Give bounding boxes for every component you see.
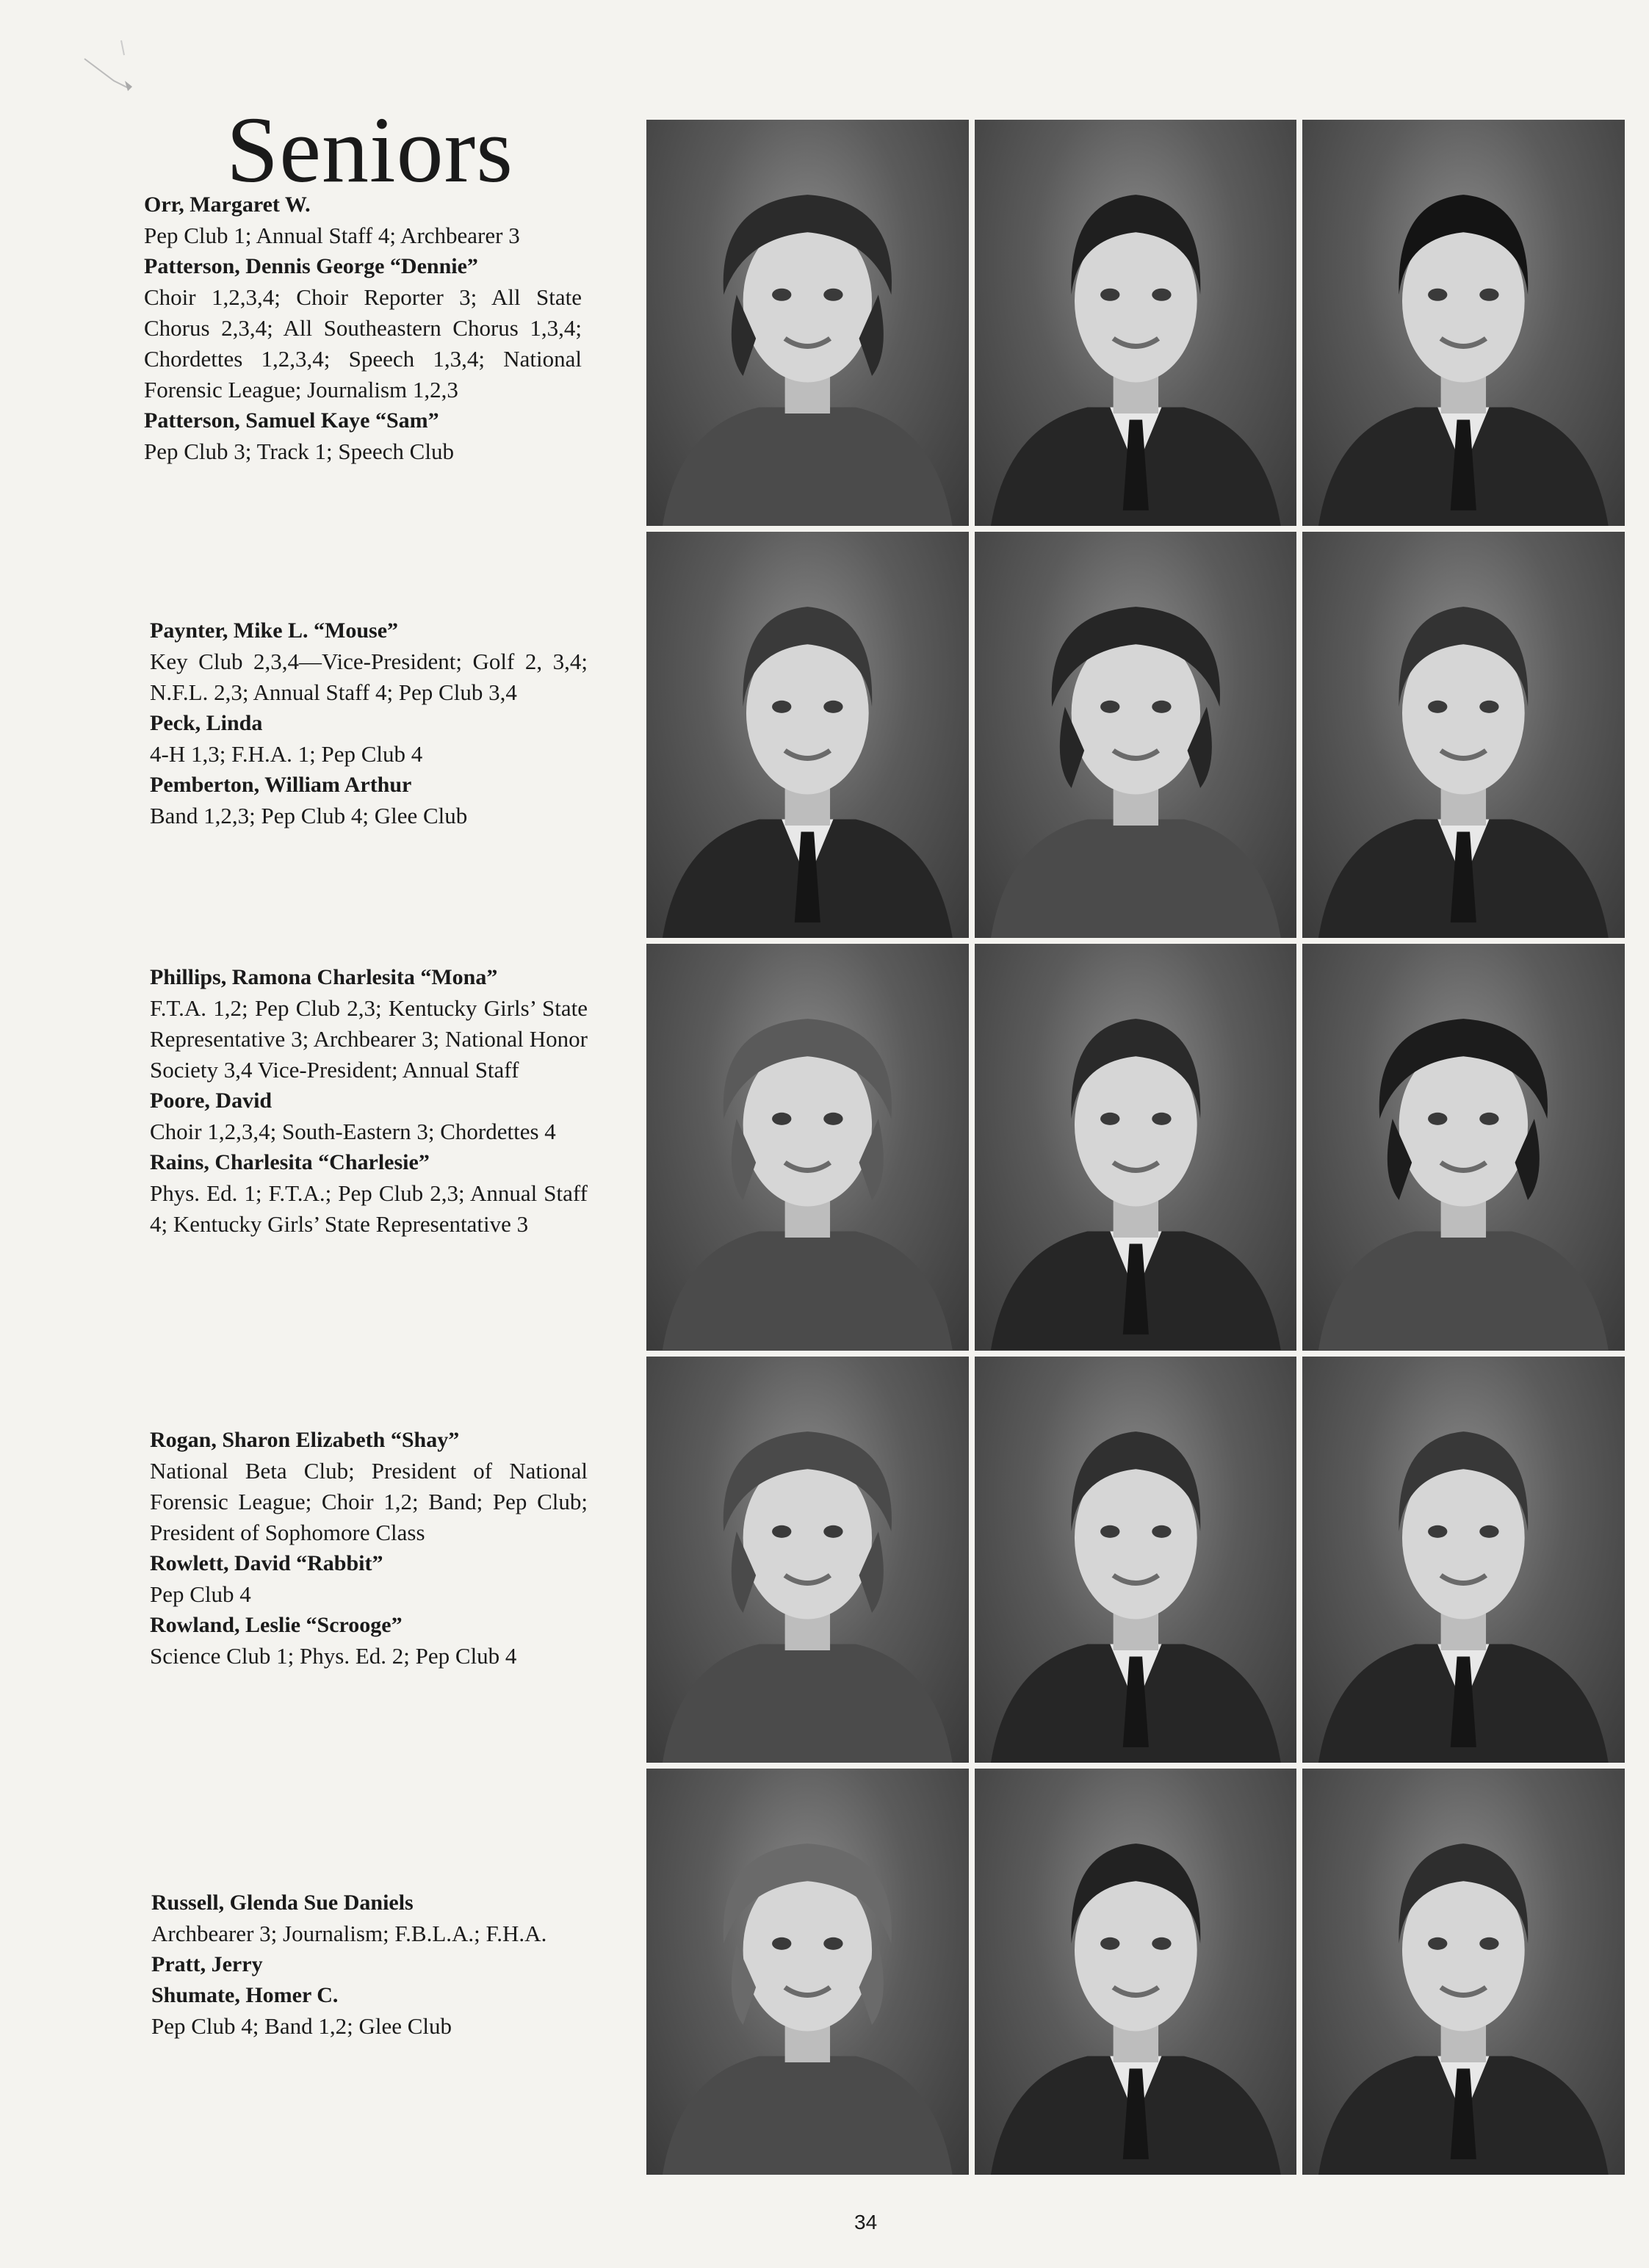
portrait-photo	[975, 532, 1297, 938]
senior-text-column	[0, 0, 632, 2268]
portrait-photo	[646, 944, 969, 1350]
senior-entry	[150, 1610, 588, 1672]
senior-entry	[151, 1888, 589, 1949]
senior-entry	[144, 189, 582, 251]
senior-entry	[150, 1548, 588, 1610]
senior-entry	[150, 770, 588, 831]
senior-name: Peck, Linda	[150, 711, 263, 735]
senior-name: Phillips, Ramona Charlesita “Mona”	[150, 965, 498, 989]
page-number: 34	[854, 2211, 878, 2233]
portrait-photo	[646, 532, 969, 938]
page-title: Seniors	[226, 98, 513, 202]
senior-entry	[150, 1147, 588, 1240]
senior-activities: Pep Club 3; Track 1; Speech Club	[144, 438, 454, 464]
senior-name: Pemberton, William Arthur	[150, 773, 412, 797]
senior-activities: F.T.A. 1,2; Pep Club 2,3; Kentucky Girls’ State Representative 3; Archbearer 3; National Honor Society 3,4 Vice-President; Annual Staff	[150, 995, 588, 1083]
senior-activities: 4-H 1,3; F.H.A. 1; Pep Club 4	[150, 741, 423, 767]
senior-activities: Key Club 2,3,4—Vice-President; Golf 2, 3,4; N.F.L. 2,3; Annual Staff 4; Pep Club 3,4	[150, 649, 588, 705]
senior-name: Pratt, Jerry	[151, 1952, 263, 1976]
portrait-photo	[1302, 1769, 1625, 2175]
senior-activities: Choir 1,2,3,4; South-Eastern 3; Chordettes 4	[150, 1119, 556, 1144]
text-block	[151, 1888, 589, 2042]
portrait-photo	[975, 1769, 1297, 2175]
portrait-photo	[1302, 944, 1625, 1350]
senior-entry	[151, 1980, 589, 2042]
portrait-photo	[646, 120, 969, 526]
senior-entry	[144, 405, 582, 467]
text-block	[150, 615, 588, 831]
senior-activities: National Beta Club; President of National Forensic League; Choir 1,2; Band; Pep Club; President of Sophomore Class	[150, 1458, 588, 1545]
portrait-photo	[1302, 120, 1625, 526]
senior-activities: Pep Club 4; Band 1,2; Glee Club	[151, 2013, 452, 2039]
senior-name: Patterson, Samuel Kaye “Sam”	[144, 408, 439, 433]
senior-name: Patterson, Dennis George “Dennie”	[144, 254, 478, 278]
text-block	[150, 1425, 588, 1672]
text-block	[150, 962, 588, 1240]
text-block	[144, 189, 582, 467]
senior-activities: Archbearer 3; Journalism; F.B.L.A.; F.H.A.	[151, 1921, 547, 1946]
portrait-photo	[975, 944, 1297, 1350]
senior-entry	[151, 1949, 589, 1980]
senior-entry	[144, 251, 582, 405]
senior-name: Poore, David	[150, 1088, 273, 1113]
senior-entry	[150, 615, 588, 708]
senior-name: Rogan, Sharon Elizabeth “Shay”	[150, 1428, 460, 1452]
senior-activities: Science Club 1; Phys. Ed. 2; Pep Club 4	[150, 1643, 517, 1669]
senior-name: Orr, Margaret W.	[144, 192, 311, 217]
senior-name: Rowland, Leslie “Scrooge”	[150, 1613, 403, 1637]
senior-activities: Phys. Ed. 1; F.T.A.; Pep Club 2,3; Annual Staff 4; Kentucky Girls’ State Representative 3	[150, 1180, 588, 1237]
portrait-photo	[975, 1357, 1297, 1763]
portrait-grid	[646, 120, 1625, 2175]
senior-name: Rains, Charlesita “Charlesie”	[150, 1150, 430, 1174]
portrait-photo	[1302, 1357, 1625, 1763]
senior-activities: Choir 1,2,3,4; Choir Reporter 3; All State Chorus 2,3,4; All Southeastern Chorus 1,3,4; Chordettes 1,2,3,4; Speech 1,3,4; National Forensic League; Journalism 1,2,3	[144, 284, 582, 402]
senior-activities: Pep Club 4	[150, 1581, 251, 1607]
senior-activities: Pep Club 1; Annual Staff 4; Archbearer 3	[144, 223, 520, 248]
portrait-photo	[1302, 532, 1625, 938]
senior-entry	[150, 962, 588, 1086]
senior-name: Rowlett, David “Rabbit”	[150, 1551, 383, 1575]
portrait-photo	[975, 120, 1297, 526]
senior-entry	[150, 1425, 588, 1548]
senior-name: Shumate, Homer C.	[151, 1983, 339, 2007]
senior-entry	[150, 1086, 588, 1147]
senior-entry	[150, 708, 588, 770]
senior-name: Russell, Glenda Sue Daniels	[151, 1890, 414, 1915]
senior-activities: Band 1,2,3; Pep Club 4; Glee Club	[150, 803, 468, 828]
portrait-photo	[646, 1357, 969, 1763]
senior-name: Paynter, Mike L. “Mouse”	[150, 618, 399, 643]
portrait-photo	[646, 1769, 969, 2175]
